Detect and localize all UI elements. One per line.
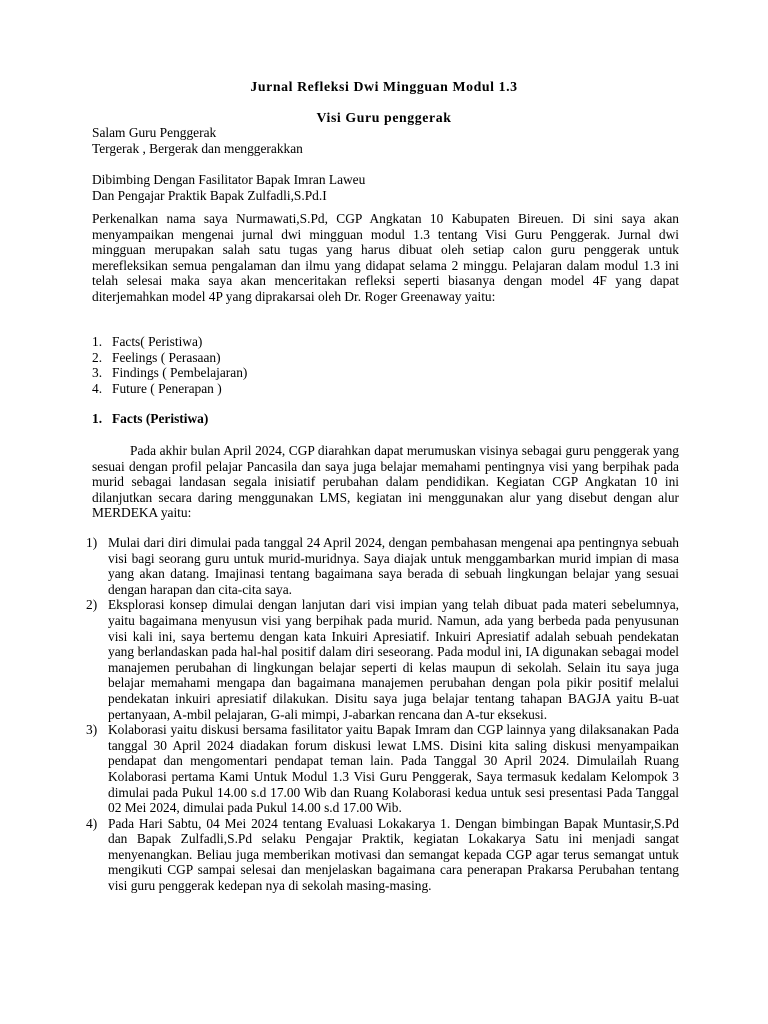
intro-paragraph: Perkenalkan nama saya Nurmawati,S.Pd, CGP Angkatan 10 Kabupaten Bireuen. Di sini saya akan menyampaikan mengenai jurnal dwi mingguan modul 1.3 tentang Visi Guru Penggerak. Jurnal dwi mingguan merupakan salah satu tugas yang harus dibuat oleh setiap calon guru penggerak untuk merefleksikan semua pengalaman dan ilmu yang didapat selama 2 minggu. Pelajaran dalam modul 1.3 ini telah selesai maka saya akan menceritakan refleksi seperti biasanya dengan model 4F yang dapat diterjemahkan model 4P yang diprakarsai oleh Dr. Roger Greenaway yaitu: bbox=[92, 211, 679, 304]
greeting-line-1: Salam Guru Penggerak bbox=[92, 125, 217, 140]
mentor-line-1: Dibimbing Dengan Fasilitator Bapak Imran Laweu bbox=[92, 172, 366, 187]
merdeka-steps bbox=[86, 535, 679, 894]
document-subtitle: Visi Guru penggerak bbox=[316, 110, 452, 125]
list-item-label: Facts( Peristiwa) bbox=[112, 334, 203, 349]
step-item bbox=[86, 535, 679, 597]
list-item bbox=[92, 365, 679, 381]
mentor-line-2: Dan Pengajar Praktik Bapak Zulfadli,S.Pd.I bbox=[92, 187, 327, 203]
step-number: 3) bbox=[86, 722, 98, 738]
model-list bbox=[92, 334, 679, 396]
list-item-label: Feelings ( Perasaan) bbox=[112, 349, 221, 365]
list-item-number: 2. bbox=[92, 349, 103, 365]
facts-paragraph: Pada akhir bulan April 2024, CGP diarahkan dapat merumuskan visinya sebagai guru penggerak yang sesuai dengan profil pelajar Pancasila dan saya juga belajar memahami pentingnya visi yang berpihak pada murid sebagai landasan segala inisiatif perubahan dalam pendidikan. Kegiatan CGP Angkatan 10 ini dilanjutkan secara daring menggunakan LMS, kegiatan ini menggunakan alur yang disebut dengan alur MERDEKA yaitu: bbox=[92, 443, 679, 521]
step-item bbox=[86, 722, 679, 816]
list-item-number: 3. bbox=[92, 365, 103, 381]
section-heading-facts bbox=[92, 411, 699, 427]
step-text: Pada Hari Sabtu, 04 Mei 2024 tentang Evaluasi Lokakarya 1. Dengan bimbingan Bapak Muntasir,S.Pd dan Bapak Zulfadli,S.Pd selaku Pengajar Praktik, kegiatan Lokakarya Satu ini menjadi sangat menyenangkan. Beliau juga memberikan motivasi dan semangat kepada CGP agar terus semangat untuk mengikuti CGP sampai selesai dan menjelaskan bagaimana cara penerapan Prakarsa Perubahan tentang visi guru penggerak kedepan nya di sekolah masing-masing. bbox=[108, 815, 679, 894]
step-item bbox=[86, 815, 679, 894]
step-number: 1) bbox=[86, 535, 98, 550]
list-item bbox=[92, 381, 679, 397]
greeting bbox=[92, 125, 679, 156]
document-title: Jurnal Refleksi Dwi Mingguan Modul 1.3 bbox=[250, 79, 518, 94]
step-number: 4) bbox=[86, 815, 98, 831]
list-item bbox=[92, 334, 679, 350]
list-item-number: 4. bbox=[92, 380, 103, 396]
section-number: 1. bbox=[92, 411, 103, 426]
section-heading-text: Facts (Peristiwa) bbox=[112, 411, 209, 426]
mentors bbox=[92, 172, 679, 203]
step-text: Mulai dari diri dimulai pada tanggal 24 April 2024, dengan pembahasan mengenai apa pentingnya sebuah visi bagi seorang guru untuk murid-muridnya. Saya diajak untuk menggambarkan murid impian di masa yang akan datang. Imajinasi tentang bagaimana saya berada di sebuah lingkungan belajar yang sesuai dengan harapan dan cita-cita saya. bbox=[108, 535, 679, 597]
greeting-line-2: Tergerak , Bergerak dan menggerakkan bbox=[92, 140, 303, 156]
list-item-number: 1. bbox=[92, 334, 103, 349]
list-item bbox=[92, 350, 679, 366]
list-item-label: Findings ( Pembelajaran) bbox=[112, 365, 248, 381]
step-text: Kolaborasi yaitu diskusi bersama fasilitator yaitu Bapak Imram dan CGP lainnya yang dilaksanakan Pada tanggal 30 April 2024 diadakan forum diskusi lewat LMS. Disini kita saling diskusi menyampaikan pendapat dan mengomentari pendapat teman lain. Pada Tanggal 30 April 2024. Dimulailah Ruang Kolaborasi pertama Kami Untuk Modul 1.3 Visi Guru Penggerak, Saya termasuk kedalam Kelompok 3 dimulai pada Pukul 14.00 s.d 17.00 Wib dan Ruang Kolaborasi kedua untuk sesi presentasi Pada Tanggal 02 Mei 2024, dimulai pada Pukul 14.00 s.d 17.00 Wib. bbox=[108, 722, 679, 816]
step-number: 2) bbox=[86, 597, 98, 613]
step-text: Eksplorasi konsep dimulai dengan lanjutan dari visi impian yang telah dibuat pada materi sebelumnya, yaitu bagaimana menyusun visi yang berpihak pada murid. Namun, ada yang berbeda pada penyusunan visi kali ini, saya bertemu dengan kata Inkuiri Apresiatif. Inkuiri Apresiatif adalah sebuah pendekatan yang berlandaskan pada hal-hal positif dalam diri seseorang. Pada modul ini, IA digunakan sebagai model manajemen perubahan di lingkungan belajar seperti di kelas maupun di sekolah. Selain itu saya juga belajar memahami mengapa dan bagaimana manajemen perubahan dengan pola pikir positif melalui pendekatan inkuiri apresiatif dilakukan. Disitu saya juga belajar tentang tahapan BAGJA yaitu B-uat pertanyaan, A-mbil pelajaran, G-ali mimpi, J-abarkan rencana dan A-tur eksekusi. bbox=[108, 597, 679, 722]
step-item bbox=[86, 597, 679, 722]
list-item-label: Future ( Penerapan ) bbox=[112, 380, 222, 396]
